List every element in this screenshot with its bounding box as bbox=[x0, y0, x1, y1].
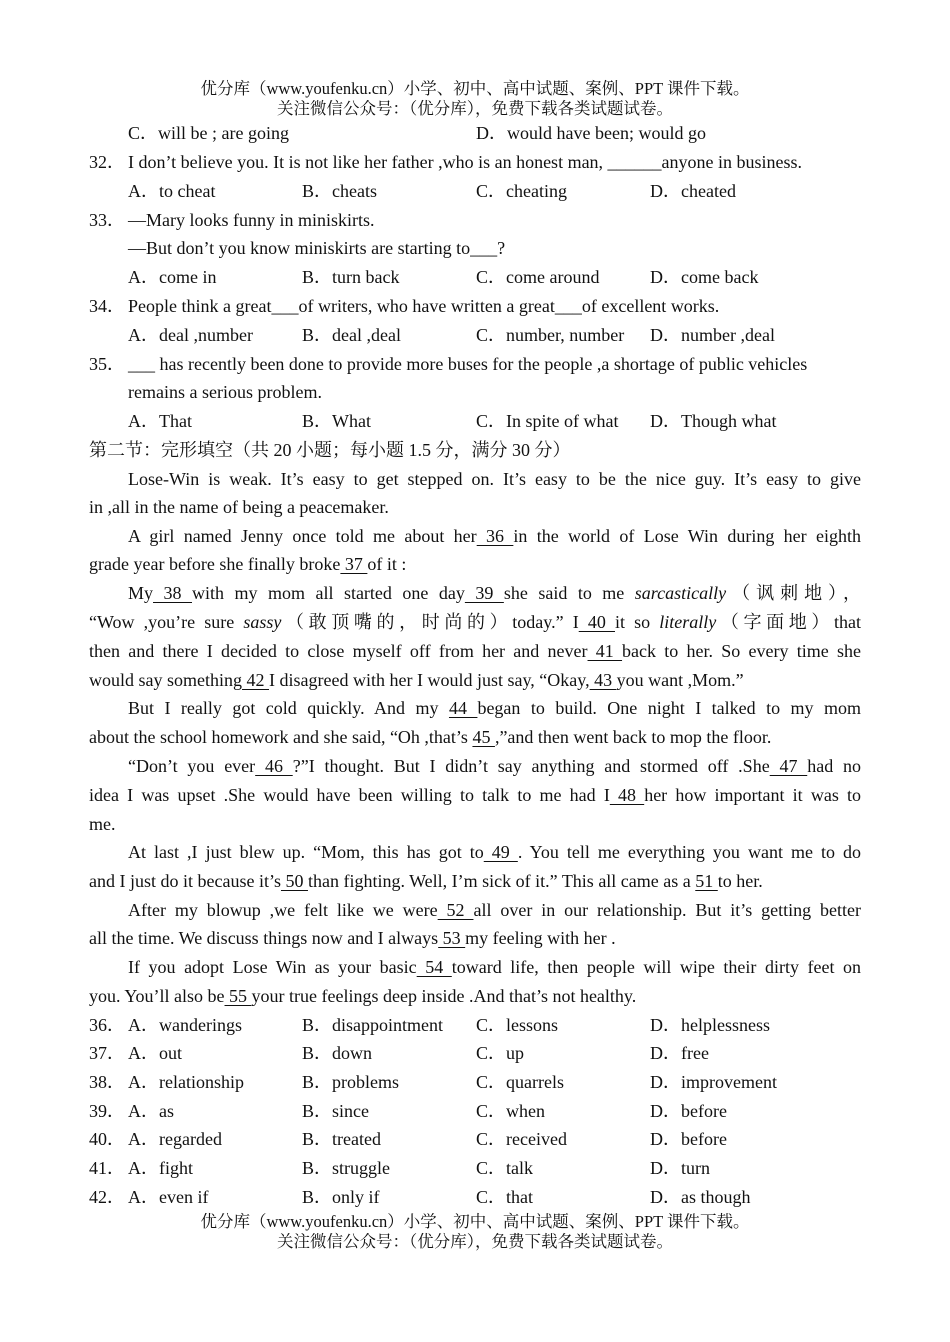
passage-line: Lose-Win is weak. It’s easy to get stepped on. It’s easy to be the nice guy. It’s easy to give bbox=[128, 469, 861, 489]
option-c: C．number, number bbox=[476, 325, 625, 345]
passage-line: me. bbox=[89, 814, 116, 834]
option-c: C．received bbox=[476, 1129, 567, 1149]
blank-44: 44 bbox=[448, 698, 478, 718]
blank-55: 55 bbox=[224, 986, 252, 1006]
question-number: 33． bbox=[89, 210, 125, 230]
passage-line: grade year before she finally broke 37 of it : bbox=[89, 554, 407, 574]
option-b: B．down bbox=[302, 1043, 373, 1063]
question-number: 37． bbox=[89, 1043, 125, 1063]
question-number: 34． bbox=[89, 296, 125, 316]
passage-line: all the time. We discuss things now and I always 53 my feeling with her . bbox=[89, 928, 616, 948]
question-text: —Mary looks funny in miniskirts. bbox=[128, 210, 375, 230]
question-number: 38． bbox=[89, 1072, 125, 1092]
passage-line: idea I was upset .She would have been willing to talk to me had I 48 her how important it was to bbox=[89, 785, 862, 805]
option-c: C．quarrels bbox=[476, 1072, 564, 1092]
passage-line: would say something 42 I disagreed with her I would just say, “Okay, 43 you want ,Mom.” bbox=[89, 670, 744, 690]
passage-line: After my blowup ,we felt like we were 52 all over in our relationship. But it’s getting better bbox=[128, 900, 862, 920]
question-number: 36． bbox=[89, 1015, 125, 1035]
option-c: C．lessons bbox=[476, 1015, 559, 1035]
option-d: D．before bbox=[650, 1129, 727, 1149]
page-header-line2: 关注微信公众号：（优分库），免费下载各类试题试卷。 bbox=[277, 99, 673, 118]
blank-54: 54 bbox=[416, 957, 452, 977]
question-text: I don’t believe you. It is not like her father ,who is an honest man, ______anyone in business. bbox=[128, 152, 803, 172]
question-number: 42． bbox=[89, 1187, 125, 1207]
blank-48: 48 bbox=[609, 785, 645, 805]
passage-line: My 38 with my mom all started one day 39 she said to me sarcastically（讽刺地）， bbox=[128, 583, 862, 603]
blank-43: 43 bbox=[589, 670, 617, 690]
passage-line: and I just do it because it’s 50 than fighting. Well, I’m sick of it.” This all came as a 51 to her. bbox=[89, 871, 763, 891]
question-text: remains a serious problem. bbox=[128, 382, 322, 402]
option-b: B．treated bbox=[302, 1129, 381, 1149]
question-number: 39． bbox=[89, 1101, 125, 1121]
option-d: D．helplessness bbox=[650, 1015, 770, 1035]
option-a: A．fight bbox=[128, 1158, 193, 1178]
option-d: D．before bbox=[650, 1101, 727, 1121]
blank-50: 50 bbox=[280, 871, 308, 891]
passage-line: about the school homework and she said, “Oh ,that’s 45 ,”and then went back to mop the floor. bbox=[89, 727, 772, 747]
question-number: 32． bbox=[89, 152, 125, 172]
passage-line: A girl named Jenny once told me about her 36 in the world of Lose Win during her eighth bbox=[128, 526, 861, 546]
question-text: People think a great___of writers, who have written a great___of excellent works. bbox=[128, 296, 720, 316]
option-a: A．out bbox=[128, 1043, 182, 1063]
blank-51: 51 bbox=[695, 871, 718, 891]
option-b: B．turn back bbox=[302, 267, 400, 287]
passage-line: “Wow ,you’re sure sassy（敢顶嘴的，时尚的）today.” I 40 it so literally（字面地）that bbox=[89, 612, 861, 632]
section-heading: 第二节：完形填空（共 20 小题；每小题 1.5 分，满分 30 分） bbox=[89, 440, 571, 460]
option-a: A．to cheat bbox=[128, 181, 216, 201]
question-text: ___ has recently been done to provide more buses for the people ,a shortage of public vehicles bbox=[128, 354, 808, 374]
passage-line: At last ,I just blew up. “Mom, this has got to 49 . You tell me everything you want me to do bbox=[128, 842, 862, 862]
passage-line: then and there I decided to close myself off from her and never 41 back to her. So every time she bbox=[89, 641, 862, 661]
option-b: B．deal ,deal bbox=[302, 325, 401, 345]
blank-53: 53 bbox=[438, 928, 466, 948]
option-b: B．struggle bbox=[302, 1158, 390, 1178]
passage-line: you. You’ll also be 55 your true feelings deep inside .And that’s not healthy. bbox=[89, 986, 637, 1006]
question-number: 35． bbox=[89, 354, 125, 374]
blank-39: 39 bbox=[464, 583, 504, 603]
option-b: B．What bbox=[302, 411, 371, 431]
option-c: C．up bbox=[476, 1043, 525, 1063]
blank-40: 40 bbox=[578, 612, 615, 632]
option-b: B．cheats bbox=[302, 181, 377, 201]
option-a: A．wanderings bbox=[128, 1015, 242, 1035]
page-header-line1: 优分库（www.youfenku.cn）小学、初中、高中试题、案例、PPT 课件下载。 bbox=[200, 79, 750, 98]
option-c: C．will be ; are going bbox=[128, 123, 289, 143]
blank-41: 41 bbox=[587, 641, 623, 661]
option-c: C．talk bbox=[476, 1158, 533, 1178]
option-a: A．relationship bbox=[128, 1072, 244, 1092]
blank-46: 46 bbox=[255, 756, 293, 776]
blank-49: 49 bbox=[483, 842, 518, 862]
blank-38: 38 bbox=[153, 583, 192, 603]
blank-36: 36 bbox=[476, 526, 514, 546]
blank-42: 42 bbox=[242, 670, 269, 690]
passage-line: But I really got cold quickly. And my 44 began to build. One night I talked to my mom bbox=[128, 698, 862, 718]
option-a: A．even if bbox=[128, 1187, 209, 1207]
option-d: D．turn bbox=[650, 1158, 710, 1178]
option-a: A．come in bbox=[128, 267, 217, 287]
blank-47: 47 bbox=[769, 756, 808, 776]
page-footer-line2: 关注微信公众号：（优分库），免费下载各类试题试卷。 bbox=[277, 1232, 673, 1251]
option-c: C．that bbox=[476, 1187, 533, 1207]
option-d: D．Though what bbox=[650, 411, 777, 431]
question-number: 40． bbox=[89, 1129, 125, 1149]
page-footer-line1: 优分库（www.youfenku.cn）小学、初中、高中试题、案例、PPT 课件下载。 bbox=[200, 1212, 750, 1231]
option-c: C．come around bbox=[476, 267, 600, 287]
option-d: D．number ,deal bbox=[650, 325, 775, 345]
option-c: C．cheating bbox=[476, 181, 567, 201]
option-c: C．In spite of what bbox=[476, 411, 619, 431]
option-b: B．only if bbox=[302, 1187, 380, 1207]
option-d: D．cheated bbox=[650, 181, 736, 201]
option-a: A．That bbox=[128, 411, 192, 431]
option-b: B．since bbox=[302, 1101, 369, 1121]
blank-37: 37 bbox=[340, 554, 368, 574]
passage-line: “Don’t you ever 46 ?”I thought. But I didn’t say anything and stormed off .She 47 had no bbox=[128, 756, 861, 776]
passage-line: If you adopt Lose Win as your basic 54 toward life, then people will wipe their dirty feet on bbox=[128, 957, 862, 977]
option-d: D．would have been; would go bbox=[476, 123, 706, 143]
option-d: D．free bbox=[650, 1043, 709, 1063]
question-number: 41． bbox=[89, 1158, 125, 1178]
option-a: A．regarded bbox=[128, 1129, 222, 1149]
option-d: D．improvement bbox=[650, 1072, 777, 1092]
option-a: A．deal ,number bbox=[128, 325, 253, 345]
question-text: —But don’t you know miniskirts are starting to___? bbox=[128, 238, 506, 258]
option-b: B．disappointment bbox=[302, 1015, 443, 1035]
passage-line: in ,all in the name of being a peacemaker. bbox=[89, 497, 389, 517]
blank-52: 52 bbox=[437, 900, 474, 920]
option-a: A．as bbox=[128, 1101, 174, 1121]
option-b: B．problems bbox=[302, 1072, 399, 1092]
blank-45: 45 bbox=[472, 727, 495, 747]
option-d: D．come back bbox=[650, 267, 759, 287]
option-c: C．when bbox=[476, 1101, 545, 1121]
option-d: D．as though bbox=[650, 1187, 751, 1207]
